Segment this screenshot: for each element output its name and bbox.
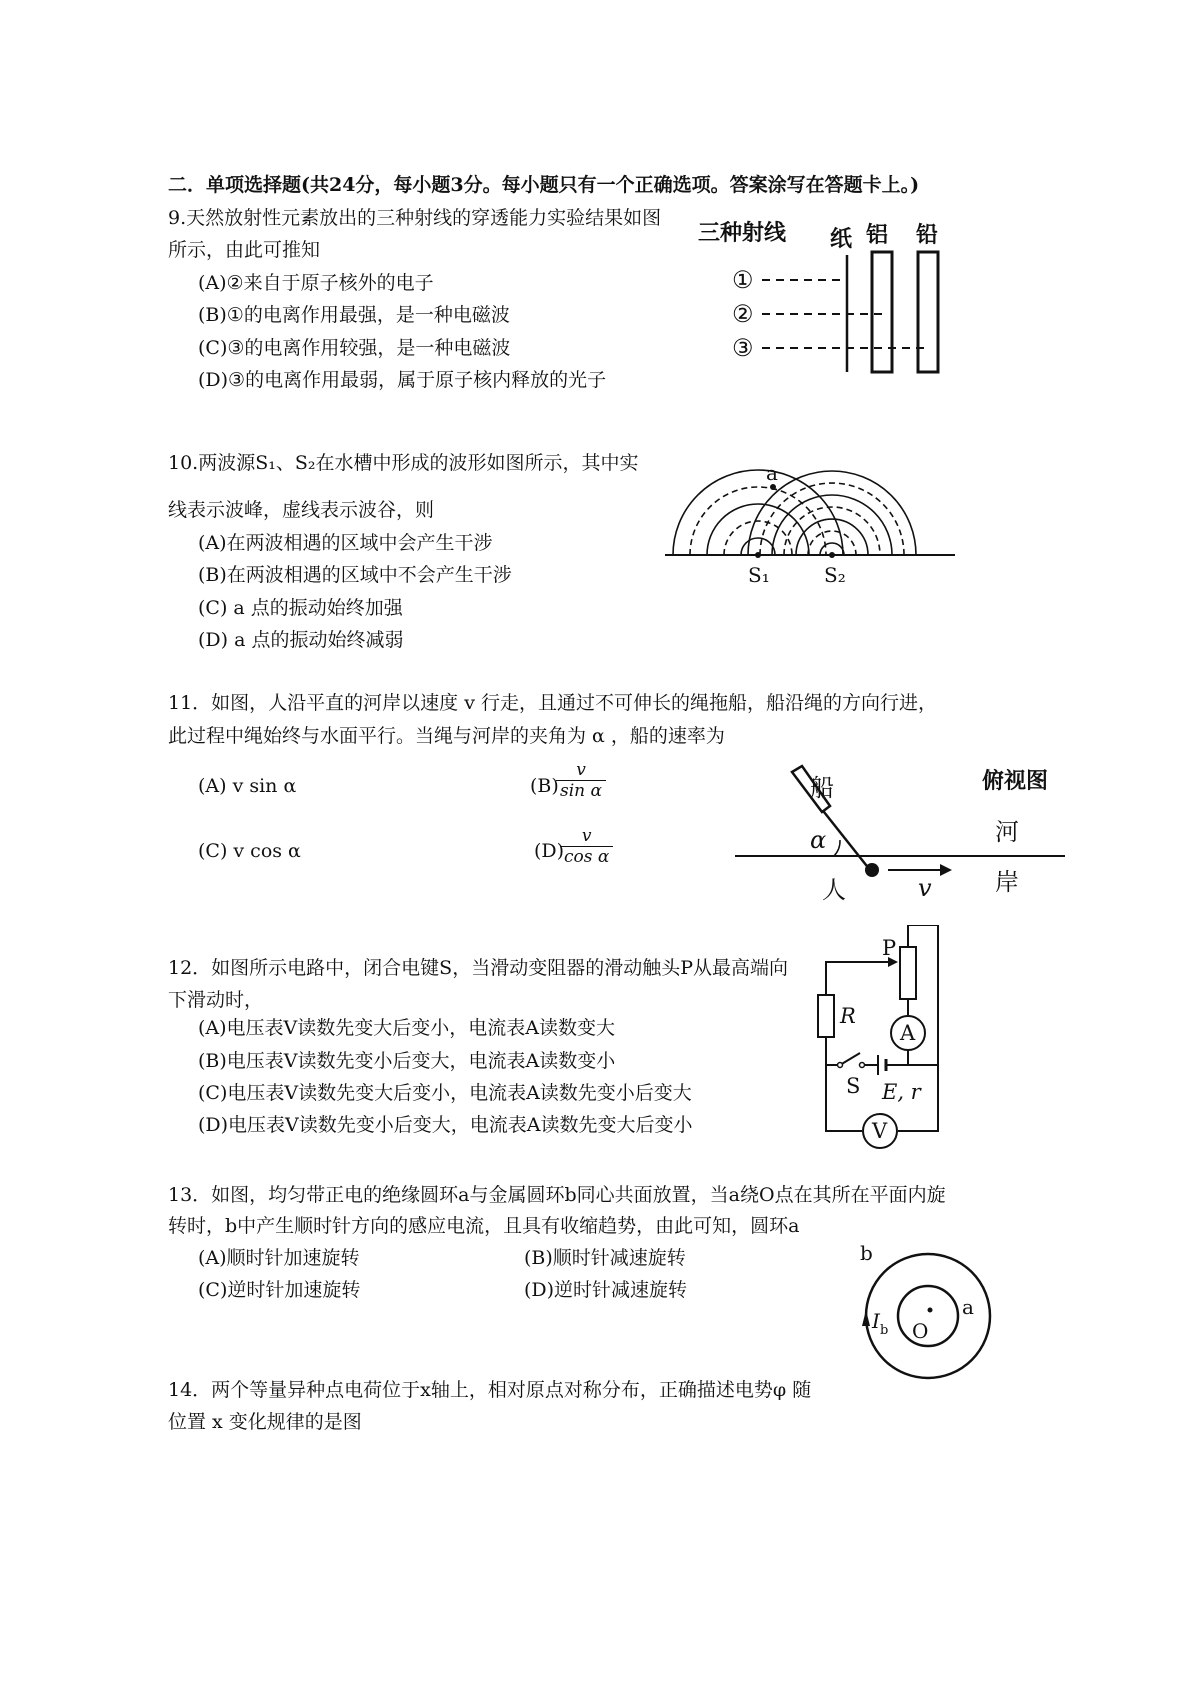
q10-fig-s1-label: S₁ bbox=[748, 563, 770, 587]
q13-fig-center-dot bbox=[928, 1308, 933, 1313]
q12-stem-line1: 12．如图所示电路中，闭合电键S，当滑动变阻器的滑动触头P从最高端向 bbox=[168, 957, 788, 979]
q10-fig-s2-point bbox=[829, 552, 835, 558]
q11-option-d-label: (D) bbox=[534, 840, 565, 862]
q13-option-a: (A)顺时针加速旋转 bbox=[198, 1247, 360, 1269]
q13-stem-line1: 13．如图，均匀带正电的绝缘圆环a与金属圆环b同心共面放置，当a绕O点在其所在平面内旋 bbox=[168, 1184, 946, 1206]
q12-fig-r-label: R bbox=[840, 1004, 856, 1028]
q12-fig-v-label: V bbox=[872, 1119, 888, 1143]
q11-fig-alpha-label: α bbox=[810, 826, 827, 854]
q10-stem-line1: 10.两波源S₁、S₂在水槽中形成的波形如图所示，其中实 bbox=[168, 452, 639, 474]
q12-fig-rheostat bbox=[900, 947, 916, 999]
q12-option-c: (C)电压表V读数先变大后变小，电流表A读数先变小后变大 bbox=[198, 1082, 692, 1104]
q11-option-b-fraction bbox=[556, 760, 606, 801]
q12-option-b: (B)电压表V读数先变小后变大，电流表A读数变小 bbox=[198, 1050, 616, 1072]
q10-fig-s2-label: S₂ bbox=[824, 563, 846, 587]
q11-option-b-numerator: v bbox=[556, 760, 606, 781]
q10-option-c: (C) a 点的振动始终加强 bbox=[198, 597, 403, 619]
q10-fig-a-label: a bbox=[766, 461, 778, 485]
q11-fig-view-label: 俯视图 bbox=[982, 768, 1049, 794]
q9-stem-line2: 所示，由此可推知 bbox=[168, 239, 321, 261]
q9-fig-paper-label: 纸 bbox=[830, 226, 853, 252]
q12-figure bbox=[810, 925, 970, 1160]
q9-option-a: (A)②来自于原子核外的电子 bbox=[198, 272, 434, 294]
q11-stem-line1: 11．如图，人沿平直的河岸以速度 v 行走，且通过不可伸长的绳拖船，船沿绳的方向行进， bbox=[168, 692, 937, 714]
q12-stem-line2: 下滑动时， bbox=[168, 989, 264, 1011]
q12-fig-s-label: S bbox=[846, 1074, 861, 1098]
q13-fig-a-label: a bbox=[962, 1295, 974, 1319]
q10-option-b: (B)在两波相遇的区域中不会产生干涉 bbox=[198, 564, 512, 586]
q13-option-b: (B)顺时针减速旋转 bbox=[524, 1247, 686, 1269]
q13-fig-current-arrow bbox=[862, 1310, 870, 1326]
q11-option-b-denominator: sin α bbox=[560, 781, 602, 801]
q10-option-d: (D) a 点的振动始终减弱 bbox=[198, 629, 404, 651]
q9-fig-lead-label: 铅 bbox=[916, 222, 939, 248]
q14-stem-line2: 位置 x 变化规律的是图 bbox=[168, 1411, 362, 1433]
q13-fig-o-label: O bbox=[912, 1319, 929, 1343]
q11-option-a: (A) v sin α bbox=[198, 775, 297, 797]
q13-fig-b-label: b bbox=[860, 1241, 873, 1265]
q11-option-b-label: (B) bbox=[530, 775, 559, 797]
q11-fig-arrowhead bbox=[940, 864, 952, 876]
q9-option-d: (D)③的电离作用最弱，属于原子核内释放的光子 bbox=[198, 369, 607, 391]
q11-fig-bank-label: 岸 bbox=[995, 868, 1019, 896]
q9-stem-line1: 9.天然放射性元素放出的三种射线的穿透能力实验结果如图 bbox=[168, 207, 662, 229]
q11-fig-person-label: 人 bbox=[822, 876, 846, 904]
q9-fig-title: 三种射线 bbox=[698, 220, 787, 246]
q11-option-d-denominator: cos α bbox=[564, 847, 610, 867]
q9-fig-ray2-label: ② bbox=[732, 300, 754, 328]
q13-fig-ib-label: I bbox=[872, 1309, 880, 1333]
q9-fig-aluminum-label: 铝 bbox=[866, 222, 889, 248]
q10-fig-s1-point bbox=[755, 552, 761, 558]
q13-option-c: (C)逆时针加速旋转 bbox=[198, 1279, 361, 1301]
section-title: 二．单项选择题(共24分，每小题3分。每小题只有一个正确选项。答案涂写在答题卡上。) bbox=[168, 174, 920, 196]
q12-option-a: (A)电压表V读数先变大后变小，电流表A读数变大 bbox=[198, 1017, 615, 1039]
q11-stem-line2: 此过程中绳始终与水面平行。当绳与河岸的夹角为 α ，船的速率为 bbox=[168, 725, 725, 747]
q11-fig-person-dot bbox=[865, 863, 879, 877]
q9-option-b: (B)①的电离作用最强，是一种电磁波 bbox=[198, 304, 510, 326]
q12-fig-er-label: E, r bbox=[882, 1080, 921, 1104]
q11-option-c: (C) v cos α bbox=[198, 840, 301, 862]
q12-option-d: (D)电压表V读数先变小后变大，电流表A读数先变大后变小 bbox=[198, 1114, 693, 1136]
q13-figure bbox=[850, 1240, 1010, 1380]
q9-fig-lead bbox=[918, 252, 938, 372]
q13-option-d: (D)逆时针减速旋转 bbox=[524, 1279, 688, 1301]
q9-fig-aluminum bbox=[872, 252, 892, 372]
q12-fig-a-label: A bbox=[900, 1021, 916, 1045]
q9-option-c: (C)③的电离作用较强，是一种电磁波 bbox=[198, 337, 511, 359]
q12-fig-switch bbox=[840, 1053, 860, 1065]
q13-stem-line2: 转时，b中产生顺时针方向的感应电流，且具有收缩趋势，由此可知，圆环a bbox=[168, 1215, 800, 1237]
q9-figure bbox=[690, 210, 970, 380]
q10-option-a: (A)在两波相遇的区域中会产生干涉 bbox=[198, 532, 493, 554]
q14-stem-line1: 14．两个等量异种点电荷位于x轴上，相对原点对称分布，正确描述电势φ 随 bbox=[168, 1379, 812, 1401]
q10-figure bbox=[660, 460, 960, 590]
q9-fig-ray1-label: ① bbox=[732, 266, 754, 294]
q12-fig-resistor bbox=[818, 995, 834, 1037]
q11-fig-v-label: v bbox=[918, 874, 932, 902]
q11-figure bbox=[730, 760, 1070, 910]
q13-fig-ib-subscript: b bbox=[880, 1323, 889, 1338]
q11-option-d-numerator: v bbox=[560, 826, 613, 847]
q9-fig-ray3-label: ③ bbox=[732, 334, 754, 362]
q12-fig-p-label: P bbox=[882, 936, 897, 960]
q11-fig-river-label: 河 bbox=[995, 818, 1019, 846]
q10-stem-line2: 线表示波峰，虚线表示波谷，则 bbox=[168, 499, 435, 521]
q11-option-d-fraction bbox=[560, 826, 613, 867]
q11-fig-boat-label: 船 bbox=[810, 774, 834, 802]
